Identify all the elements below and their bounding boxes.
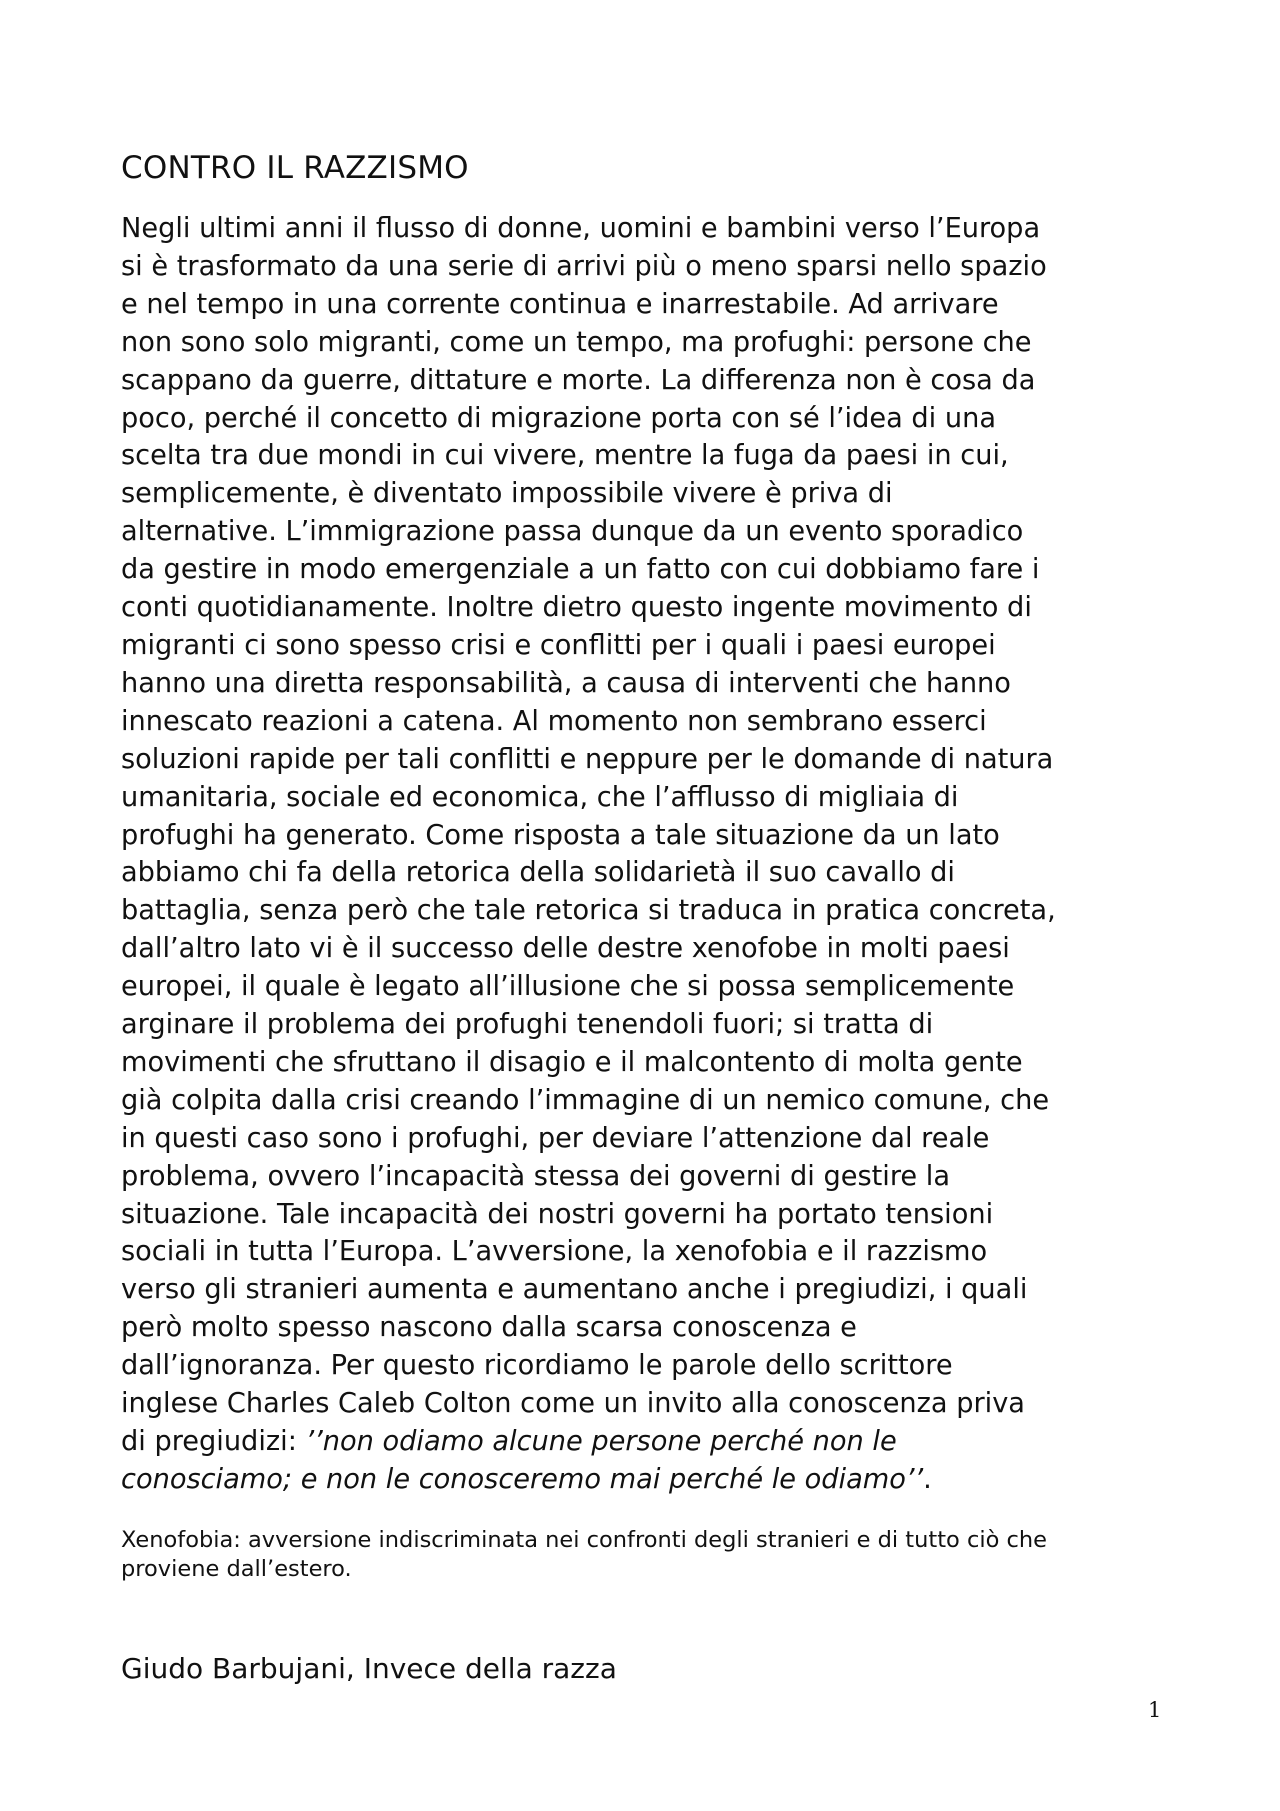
quote-text: ’’non odiamo alcune persone perché non le [305,1426,897,1457]
body-line: verso gli stranieri aumenta e aumentano anche i pregiudizi, i quali [121,1274,1028,1306]
body-line: dall’altro lato vi è il successo delle destre xenofobe in molti paesi [121,933,1010,965]
document-title: CONTRO IL RAZZISMO [121,150,469,186]
body-line: alternative. L’immigrazione passa dunque da un evento sporadico [121,516,1024,548]
body-line: europei, il quale è legato all’illusione che si possa semplicemente [121,971,1015,1003]
body-line: già colpita dalla crisi creando l’immagine di un nemico comune, che [121,1084,1050,1116]
body-line: da gestire in modo emergenziale a un fatto con cui dobbiamo fare i [121,554,1040,586]
body-line: però molto spesso nascono dalla scarsa conoscenza e [121,1312,857,1344]
body-line: situazione. Tale incapacità dei nostri governi ha portato tensioni [121,1198,994,1230]
body-line: innescato reazioni a catena. Al momento non sembrano esserci [121,705,987,737]
body-line: scappano da guerre, dittature e morte. La differenza non è cosa da [121,364,1036,396]
body-line: soluzioni rapide per tali conflitti e neppure per le domande di natura [121,743,1054,775]
body-line: semplicemente, è diventato impossibile vivere è priva di [121,478,893,510]
body-line: umanitaria, sociale ed economica, che l’afflusso di migliaia di [121,781,959,813]
footnote-line: proviene dall’estero. [121,1556,352,1582]
body-line: hanno una diretta responsabilità, a causa di interventi che hanno [121,667,1011,699]
quote-text: conosciamo; e non le conosceremo mai perché le odiamo’’ [121,1463,924,1495]
body-line: non sono solo migranti, come un tempo, ma profughi: persone che [121,326,1032,358]
body-line: arginare il problema dei profughi tenendoli fuori; si tratta di [121,1009,934,1041]
body-line: movimenti che sfruttano il disagio e il malcontento di molta gente [121,1046,1023,1078]
body-line: migranti ci sono spesso crisi e conflitti per i quali i paesi europei [121,629,996,661]
body-line: battaglia, senza però che tale retorica si traduca in pratica concreta, [121,895,1056,927]
body-line: si è trasformato da una serie di arrivi più o meno sparsi nello spazio [121,250,1047,282]
body-line: poco, perché il concetto di migrazione porta con sé l’idea di una [121,402,996,434]
body-line: dall’ignoranza. Per questo ricordiamo le parole dello scrittore [121,1350,953,1382]
body-line: abbiamo chi fa della retorica della solidarietà il suo cavallo di [121,857,955,889]
body-line: profughi ha generato. Come risposta a tale situazione da un lato [121,819,1000,851]
body-line: sociali in tutta l’Europa. L’avversione, la xenofobia e il razzismo [121,1236,988,1268]
quote-line [121,1461,1181,1499]
page-number: 1 [1148,1698,1162,1722]
quote-intro: di pregiudizi: [121,1426,306,1457]
body-line: conti quotidianamente. Inoltre dietro questo ingente movimento di [121,592,1032,624]
body-line: in questi caso sono i profughi, per deviare l’attenzione dal reale [121,1122,990,1154]
body-paragraph [121,210,1181,1499]
body-line: e nel tempo in una corrente continua e inarrestabile. Ad arrivare [121,288,999,320]
body-line: Negli ultimi anni il flusso di donne, uomini e bambini verso l’Europa [121,213,1041,244]
body-line: inglese Charles Caleb Colton come un invito alla conoscenza priva [121,1388,1025,1420]
body-line: problema, ovvero l’incapacità stessa dei governi di gestire la [121,1160,950,1192]
body-line: scelta tra due mondi in cui vivere, mentre la fuga da paesi in cui, [121,440,1009,472]
footnote-line: Xenofobia: avversione indiscriminata nei confronti degli stranieri e di tutto ciò che [121,1527,1047,1553]
quote-end-punctuation: . [923,1463,932,1495]
footnote-definition [121,1526,1181,1584]
quote-line [121,1423,1181,1461]
author-reference: Giudo Barbujani, Invece della razza [121,1652,617,1685]
